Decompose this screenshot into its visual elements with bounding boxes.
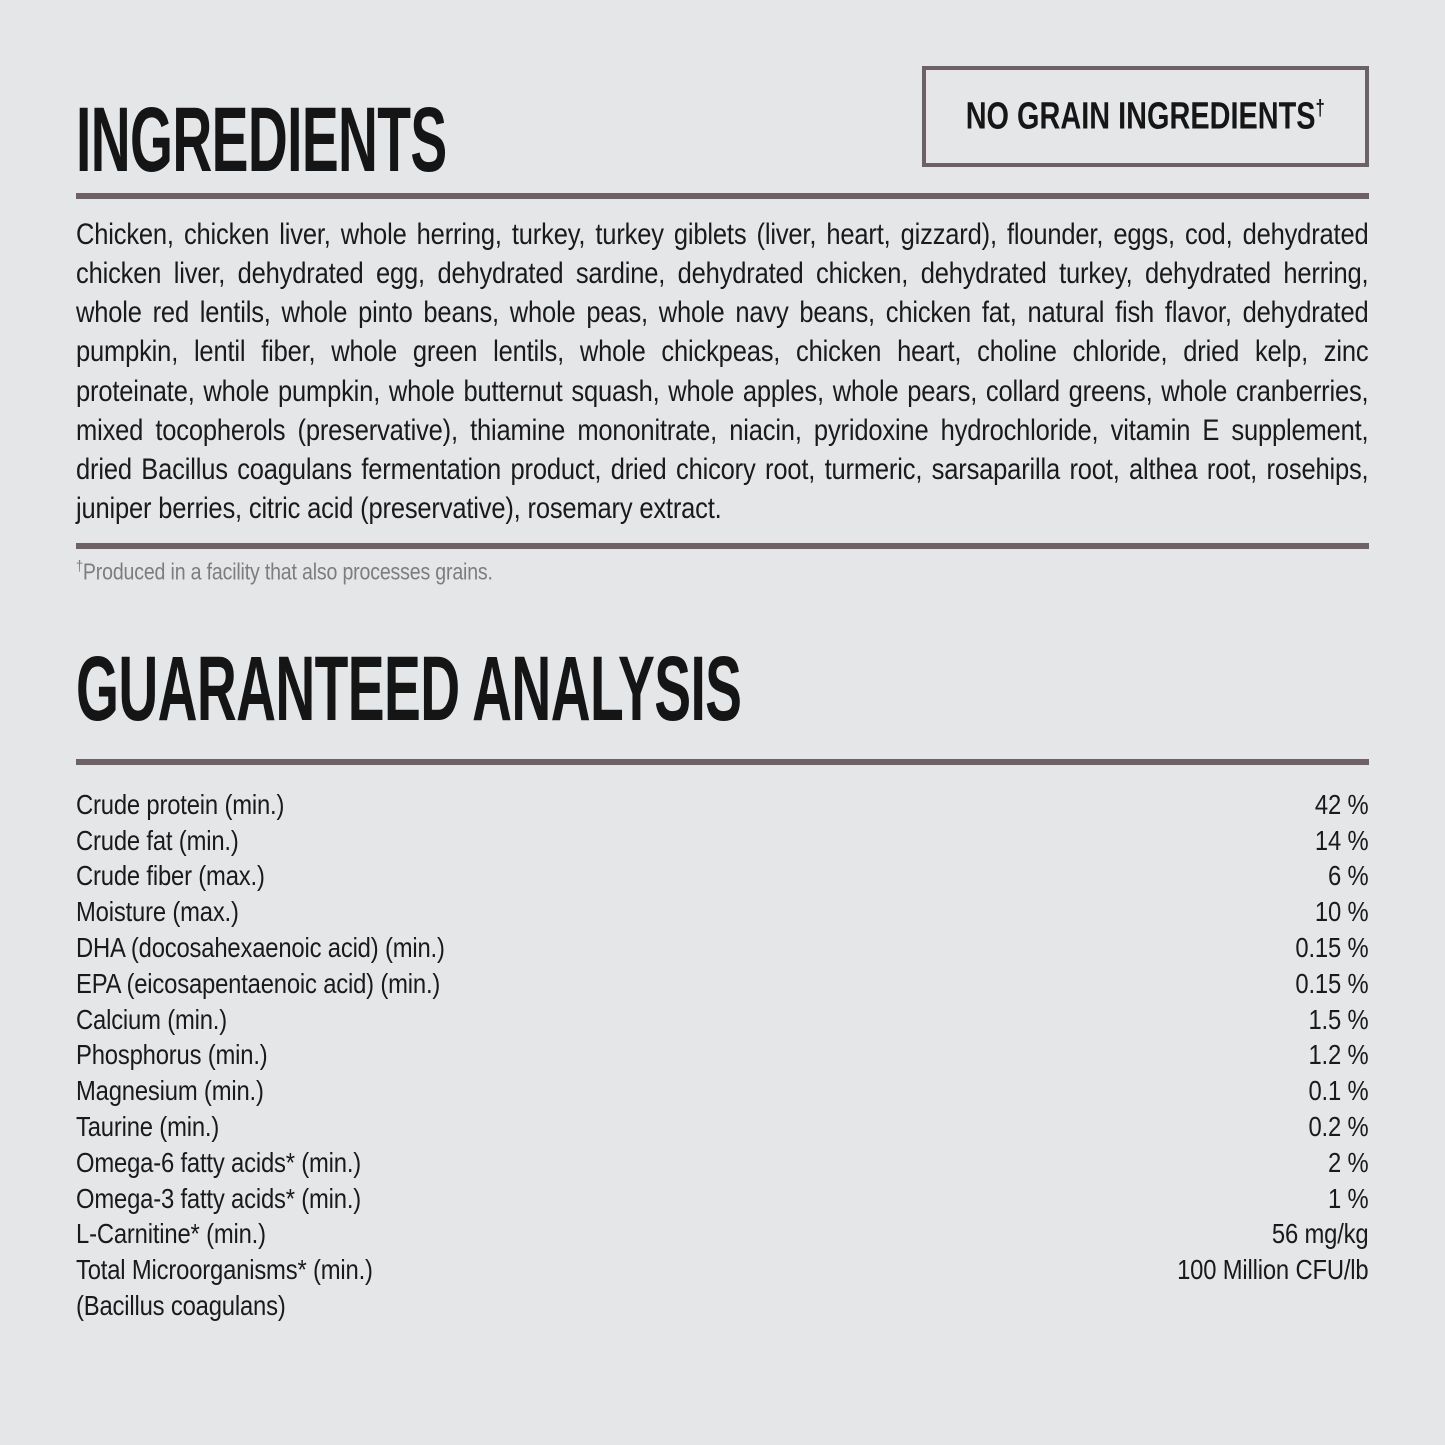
nutrient-label: Crude protein (min.) xyxy=(76,788,285,820)
nutrient-label: Calcium (min.) xyxy=(76,1003,228,1035)
analysis-row xyxy=(76,787,1368,823)
analysis-row xyxy=(76,1073,1368,1109)
nutrient-label: Crude fat (min.) xyxy=(76,824,239,856)
analysis-row xyxy=(76,1252,1368,1288)
nutrient-value: 56 mg/kg xyxy=(1271,1218,1369,1250)
footnote-dagger-marker: † xyxy=(76,558,83,576)
divider-under-ingredients-list xyxy=(76,543,1369,549)
nutrient-label: Phosphorus (min.) xyxy=(76,1039,268,1071)
ingredients-title xyxy=(76,89,694,191)
divider-under-ingredients-title xyxy=(76,193,1369,199)
ingredients-header xyxy=(76,66,1369,191)
analysis-row xyxy=(76,930,1368,966)
nutrient-value: 42 % xyxy=(1314,788,1369,820)
nutrient-value: 0.1 % xyxy=(1308,1075,1369,1107)
grain-facility-footnote: †Produced in a facility that also processes grains. xyxy=(76,558,493,585)
analysis-row xyxy=(76,823,1368,859)
nutrient-value: 0.15 % xyxy=(1295,931,1369,963)
analysis-row xyxy=(76,1216,1368,1252)
analysis-row xyxy=(76,1181,1368,1217)
no-grain-badge-text: NO GRAIN INGREDIENTS† xyxy=(965,94,1326,138)
nutrient-value: 6 % xyxy=(1327,860,1369,892)
nutrient-value: 2 % xyxy=(1327,1146,1369,1178)
ingredients-title-text: INGREDIENTS xyxy=(76,89,447,191)
analysis-row xyxy=(76,894,1368,930)
nutrient-label: Taurine (min.) xyxy=(76,1110,220,1142)
divider-under-analysis-title xyxy=(76,759,1369,765)
guaranteed-analysis-title xyxy=(76,637,1369,740)
nutrient-label: Moisture (max.) xyxy=(76,896,239,928)
analysis-row xyxy=(76,1109,1368,1145)
nutrient-value: 10 % xyxy=(1314,896,1369,928)
no-grain-badge xyxy=(922,66,1369,167)
badge-dagger-marker: † xyxy=(1315,94,1326,120)
nutrient-value: 100 Million CFU/lb xyxy=(1177,1254,1369,1286)
nutrient-value: 1.5 % xyxy=(1308,1003,1369,1035)
nutrient-value: 0.15 % xyxy=(1295,967,1369,999)
nutrient-label: (Bacillus coagulans) xyxy=(76,1289,286,1321)
nutrient-value: 14 % xyxy=(1314,824,1369,856)
analysis-row xyxy=(76,1145,1368,1181)
nutrient-label: DHA (docosahexaenoic acid) (min.) xyxy=(76,931,445,963)
analysis-row xyxy=(76,966,1368,1002)
nutrient-label: EPA (eicosapentaenoic acid) (min.) xyxy=(76,967,441,999)
nutrient-label: Total Microorganisms* (min.) xyxy=(76,1254,373,1286)
nutrient-label: Magnesium (min.) xyxy=(76,1075,264,1107)
nutrient-value: 1 % xyxy=(1327,1182,1369,1214)
nutrient-label: Omega-6 fatty acids* (min.) xyxy=(76,1146,362,1178)
nutrient-value: 1.2 % xyxy=(1308,1039,1369,1071)
nutrient-label: Omega-3 fatty acids* (min.) xyxy=(76,1182,362,1214)
nutrient-value: 0.2 % xyxy=(1308,1110,1369,1142)
guaranteed-analysis-table xyxy=(76,787,1368,1324)
nutrient-label: Crude fiber (max.) xyxy=(76,860,265,892)
guaranteed-analysis-title-text: GUARANTEED ANALYSIS xyxy=(76,637,742,740)
analysis-row xyxy=(76,1002,1368,1038)
analysis-row xyxy=(76,1037,1368,1073)
nutrient-label: L-Carnitine* (min.) xyxy=(76,1218,266,1250)
ingredients-list: Chicken, chicken liver, whole herring, turkey, turkey giblets (liver, heart, gizzard), flounder, eggs, cod, dehydrated chicken liver, dehydrated egg, dehydrated sardine, dehydrated chicken, dehydrated turkey, dehydrated herring, whole red lentils, whole pinto beans, whole peas, whole navy beans, chicken fat, natural fish flavor, dehydrated pumpkin, lentil fiber, whole green lentils, whole chickpeas, chicken heart, choline chloride, dried kelp, zinc proteinate, whole pumpkin, whole butternut squash, whole apples, whole pears, collard greens, whole cranberries, mixed tocopherols (preservative), thiamine mononitrate, niacin, pyridoxine hydrochloride, vitamin E supplement, dried Bacillus coagulans fermentation product, dried chicory root, turmeric, sarsaparilla root, althea root, rosehips, juniper berries, citric acid (preservative), rosemary extract. xyxy=(76,218,1369,525)
analysis-row xyxy=(76,858,1368,894)
analysis-row xyxy=(76,1288,1368,1324)
